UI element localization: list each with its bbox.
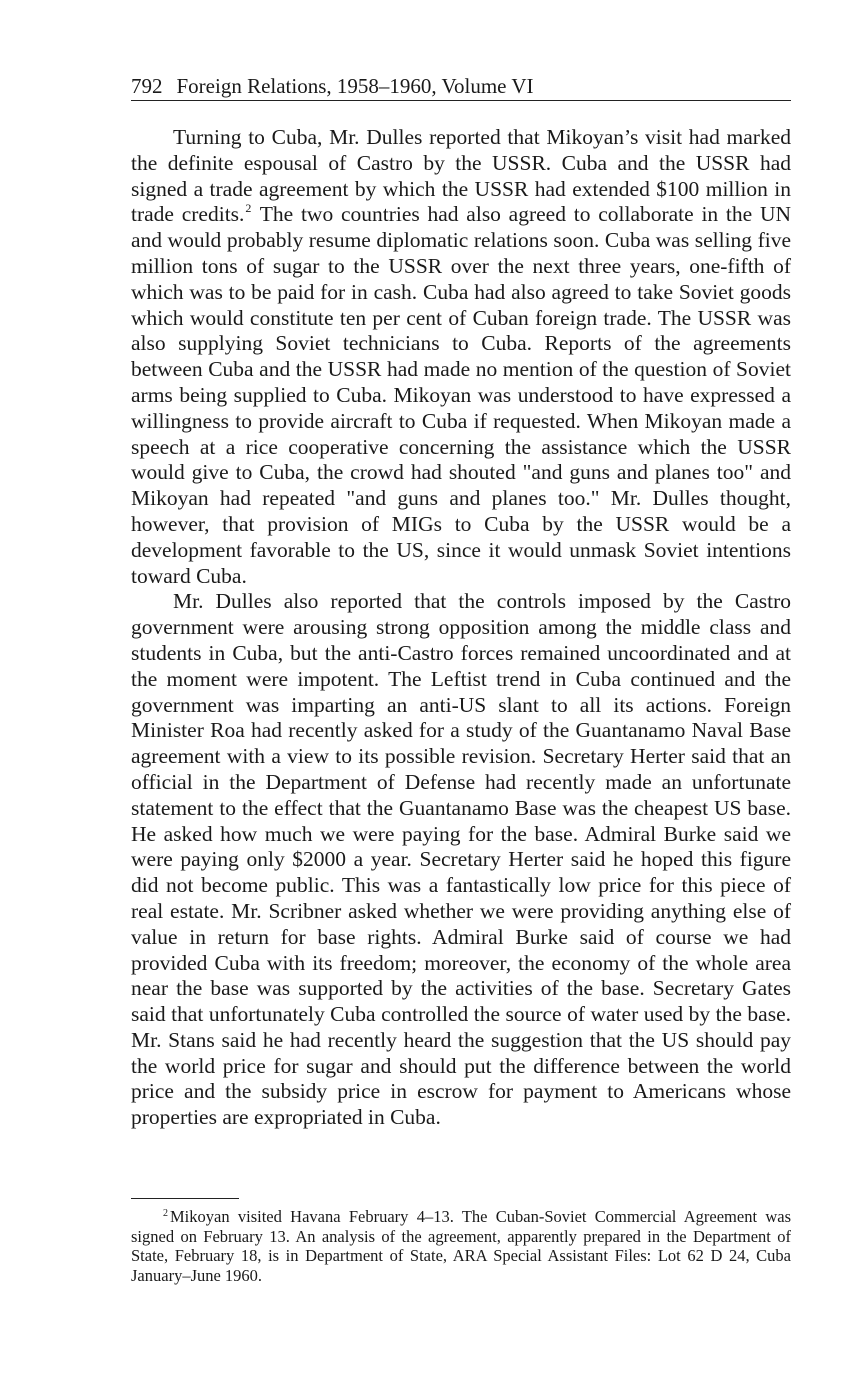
footnote-reference[interactable]: 2: [245, 201, 252, 216]
running-header: [131, 74, 791, 101]
running-title: Foreign Relations, 1958–1960, Volume VI: [176, 74, 534, 98]
paragraph-2: Mr. Dulles also reported that the controls imposed by the Castro government were arousing strong opposition among the middle class and students in Cuba, but the anti-Castro forces remained uncoordinated and at the moment were impotent. The Leftist trend in Cuba continued and the government was imparting an anti-US slant to all its actions. Foreign Minister Roa had recently asked for a study of the Guantanamo Naval Base agreement with a view to its possible revision. Secretary Herter said that an official in the Department of Defense had recently made an unfortunate statement to the effect that the Guantanamo Base was the cheapest US base. He asked how much we were paying for the base. Admiral Burke said we were paying only $2000 a year. Secretary Herter said he hoped this figure did not become public. This was a fantastically low price for this piece of real estate. Mr. Scribner asked whether we were providing anything else of value in return for base rights. Admiral Burke said of course we had provided Cuba with its freedom; moreover, the economy of the whole area near the base was supported by the activities of the base. Secretary Gates said that unfortunately Cuba controlled the source of water used by the base. Mr. Stans said he had recently heard the suggestion that the US should pay the world price for sugar and should put the difference between the world price and the subsidy price in escrow for payment to Americans whose properties are expropriated in Cuba.: [131, 589, 791, 1130]
body-text: [131, 125, 791, 1131]
footnote-marker: 2: [163, 1208, 168, 1219]
page-number: 792: [131, 74, 163, 98]
footnote-paragraph: [131, 1207, 791, 1285]
footnote-text: Mikoyan visited Havana February 4–13. The Cuban-Soviet Commercial Agreement was signed on February 13. An analysis of the agreement, apparently prepared in the Department of State, February 18, is in Department of State, ARA Special Assistant Files: Lot 62 D 24, Cuba January–June 1960.: [131, 1207, 791, 1285]
paragraph-1-part-b: The two countries had also agreed to collaborate in the UN and would probably resume diplomatic relations soon. Cuba was selling five million tons of sugar to the USSR over the next three years, one-fifth of which was to be paid for in cash. Cuba had also agreed to take Soviet goods which would constitute ten per cent of Cuban foreign trade. The USSR was also supplying Soviet technicians to Cuba. Reports of the agreements between Cuba and the USSR had made no mention of the question of Soviet arms being supplied to Cuba. Mikoyan was understood to have expressed a willingness to provide aircraft to Cuba if requested. When Mikoyan made a speech at a rice cooperative concerning the assistance which the USSR would give to Cuba, the crowd had shouted "and guns and planes too" and Mikoyan had repeated "and guns and planes too." Mr. Dulles thought, however, that provision of MIGs to Cuba by the USSR would be a development favorable to the US, since it would unmask Soviet intentions toward Cuba.: [131, 202, 791, 588]
paragraph-1: [131, 125, 791, 589]
footnote: [131, 1207, 791, 1285]
paragraph-1-part-a: Turning to Cuba, Mr. Dulles reported that Mikoyan’s visit had marked the definite espousal of Castro by the USSR. Cuba and the USSR had signed a trade agreement by which the USSR had extended $100 million in trade credits.: [131, 125, 791, 227]
footnote-divider: [131, 1198, 239, 1199]
